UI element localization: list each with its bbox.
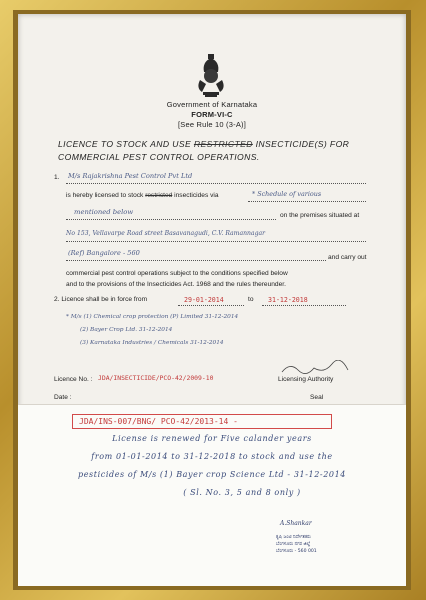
address1-dotted-line [66,241,366,242]
renewal-line2: from 01-01-2014 to 31-12-2018 to stock and use the [91,452,333,461]
item1-licensee-name: M/s Rajakrishna Pest Control Pvt Ltd [68,172,193,180]
hereby-dotted-line [248,201,366,202]
company-list-2: (2) Bayer Crop Ltd. 31-12-2014 [80,327,173,333]
hereby-licensed-text [66,192,219,199]
licence-no-label: Licence No. : [54,376,93,383]
conditions-line1: commercial pest control operations subject to the conditions specified below [66,270,288,277]
date-label: Date : [54,394,72,401]
renewal-line1: License is renewed for Five calander years [112,434,312,443]
renewal-line3: pesticides of M/s (1) Bayer crop Science Ltd - 31-12-2014 [78,470,346,479]
seal-label: Seal [310,394,324,401]
officer-signature: A.Shankar [280,520,312,527]
licence-heading [58,138,378,164]
karnataka-emblem-icon [194,52,228,98]
conditions-line2: and to the provisions of the Insecticides Act. 1968 and the rules thereunder. [66,281,286,288]
mentioned-dotted-line [66,219,276,220]
seal-line1: ಕೃಷಿ ಜಂಟಿ ನಿರ್ದೇಶಕರು [276,535,311,540]
licensing-authority: Licensing Authority [278,376,334,383]
carry-out-text: and carry out [328,254,367,261]
heading-line2: COMMERCIAL PEST CONTROL OPERATIONS. [58,152,260,162]
schedule-note: * Schedule of various [252,190,322,198]
renewal-stamp: JDA/INS-007/BNG/ PCO-42/2013-14 - [72,414,332,429]
hereby-end: insecticides via [174,192,219,199]
to-word: to [248,296,254,303]
hereby-start: is hereby licensed to stock [66,192,144,199]
date-from: 29-01-2014 [184,296,224,304]
heading-part2: INSECTICIDE(S) FOR [255,139,350,149]
hereby-struck: restricted [145,192,173,199]
seal-line2: ಬೆಂಗಳೂರು ನಗರ ಜಿಲ್ಲೆ [276,542,311,547]
rule-reference: [See Rule 10 (3-A)] [178,120,246,129]
authority-signature-icon [280,360,350,376]
item1-number: 1. [54,174,60,181]
company-list-1: * M/s (1) Chemical crop protection (P) Limited 31-12-2014 [66,314,239,320]
heading-part1: LICENCE TO STOCK AND USE [58,139,192,149]
address2-dotted-line [66,260,326,261]
seal-line3: ಬೆಂಗಳೂರು - 560 001 [276,549,317,554]
officer-seal [276,534,356,555]
premises-text: on the premises situated at [280,212,360,219]
to-dotted-line [262,305,346,306]
address-line1: No 153, Vellavarpe Road street Basavanagudi, C.V. Ramannagar [66,230,266,237]
form-number: FORM-VI-C [191,110,233,119]
heading-struck-word: RESTRICTED [193,139,253,149]
company-list-3: (3) Karnataka Industries / Chemicals 31-12-2014 [80,340,224,346]
licence-paper [18,14,406,586]
government-title: Government of Karnataka [166,100,258,109]
item1-dotted-line [66,183,366,184]
validity-text: 2. Licence shall be in force from [54,296,148,303]
mentioned-below: mentioned below [74,208,134,216]
date-to: 31-12-2018 [268,296,308,304]
licence-no-value: JDA/INSECTICIDE/PCO-42/2009-10 [98,374,214,382]
renewal-line4: ( Sl. No. 3, 5 and 8 only ) [183,488,301,497]
from-dotted-line [178,305,244,306]
address-line2: (Ref) Bangalore - 560 [68,249,140,257]
